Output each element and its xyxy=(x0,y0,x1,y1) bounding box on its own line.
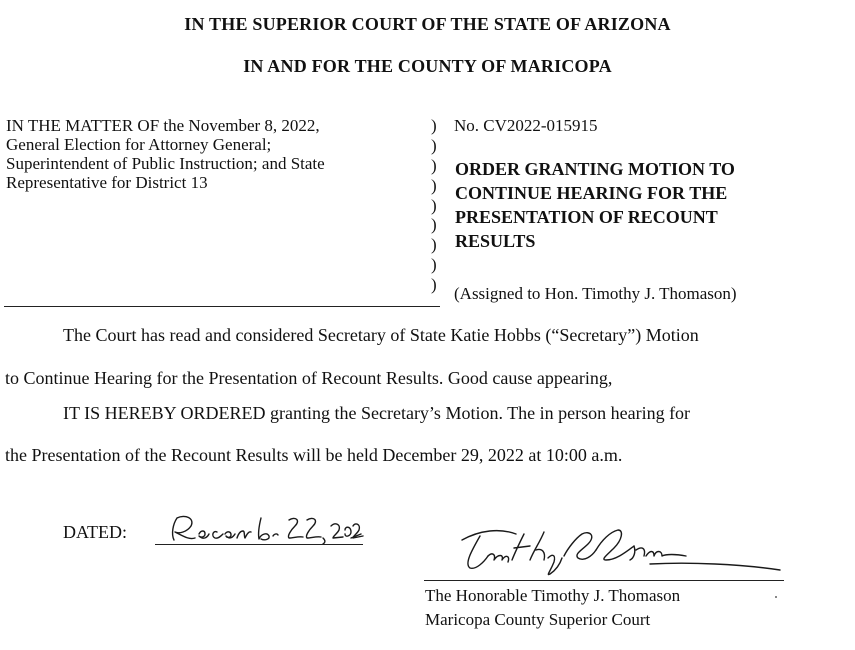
body-paragraph-1-line-1: The Court has read and considered Secretary of State Katie Hobbs (“Secretary”) Motion xyxy=(63,325,699,345)
scan-speck xyxy=(775,596,777,598)
assigned-judge: (Assigned to Hon. Timothy J. Thomason) xyxy=(454,284,737,303)
paren: ) xyxy=(431,155,437,175)
judge-signature xyxy=(450,520,790,584)
case-number: No. CV2022-015915 xyxy=(454,116,598,135)
paren: ) xyxy=(431,195,437,215)
matter-line: IN THE MATTER OF the November 8, 2022, xyxy=(6,116,320,135)
paren: ) xyxy=(431,135,437,155)
handwritten-date xyxy=(155,504,365,546)
paren: ) xyxy=(431,255,437,275)
caption-parens xyxy=(431,116,437,295)
order-title xyxy=(455,157,735,253)
caption-divider xyxy=(4,306,440,307)
order-title-line: RESULTS xyxy=(455,231,536,251)
date-signature-line xyxy=(155,544,363,545)
dated-label: DATED: xyxy=(63,522,127,542)
matter-line: Superintendent of Public Instruction; and State xyxy=(6,154,325,173)
order-title-line: PRESENTATION OF RECOUNT xyxy=(455,207,718,227)
matter-line: Representative for District 13 xyxy=(6,173,208,192)
county-heading: IN AND FOR THE COUNTY OF MARICOPA xyxy=(243,56,612,76)
paren: ) xyxy=(431,215,437,235)
paren: ) xyxy=(431,235,437,255)
paren: ) xyxy=(431,116,437,135)
judge-name: The Honorable Timothy J. Thomason xyxy=(425,586,681,605)
body-paragraph-2-line-1: IT IS HEREBY ORDERED granting the Secretary’s Motion. The in person hearing for xyxy=(63,403,691,423)
judge-court: Maricopa County Superior Court xyxy=(425,610,651,629)
body-paragraph-2-line-2: the Presentation of the Recount Results will be held December 29, 2022 at 10:00 a.m. xyxy=(5,445,623,465)
paren: ) xyxy=(431,275,437,295)
body-paragraph-1-line-2: to Continue Hearing for the Presentation of Recount Results. Good cause appearing, xyxy=(5,368,613,388)
judge-signature-line xyxy=(424,580,784,581)
court-heading: IN THE SUPERIOR COURT OF THE STATE OF ARIZONA xyxy=(184,14,671,34)
matter-line: General Election for Attorney General; xyxy=(6,135,272,154)
order-title-line: CONTINUE HEARING FOR THE xyxy=(455,183,728,203)
paren: ) xyxy=(431,175,437,195)
matter-caption xyxy=(6,116,325,192)
order-title-line: ORDER GRANTING MOTION TO xyxy=(455,159,735,179)
